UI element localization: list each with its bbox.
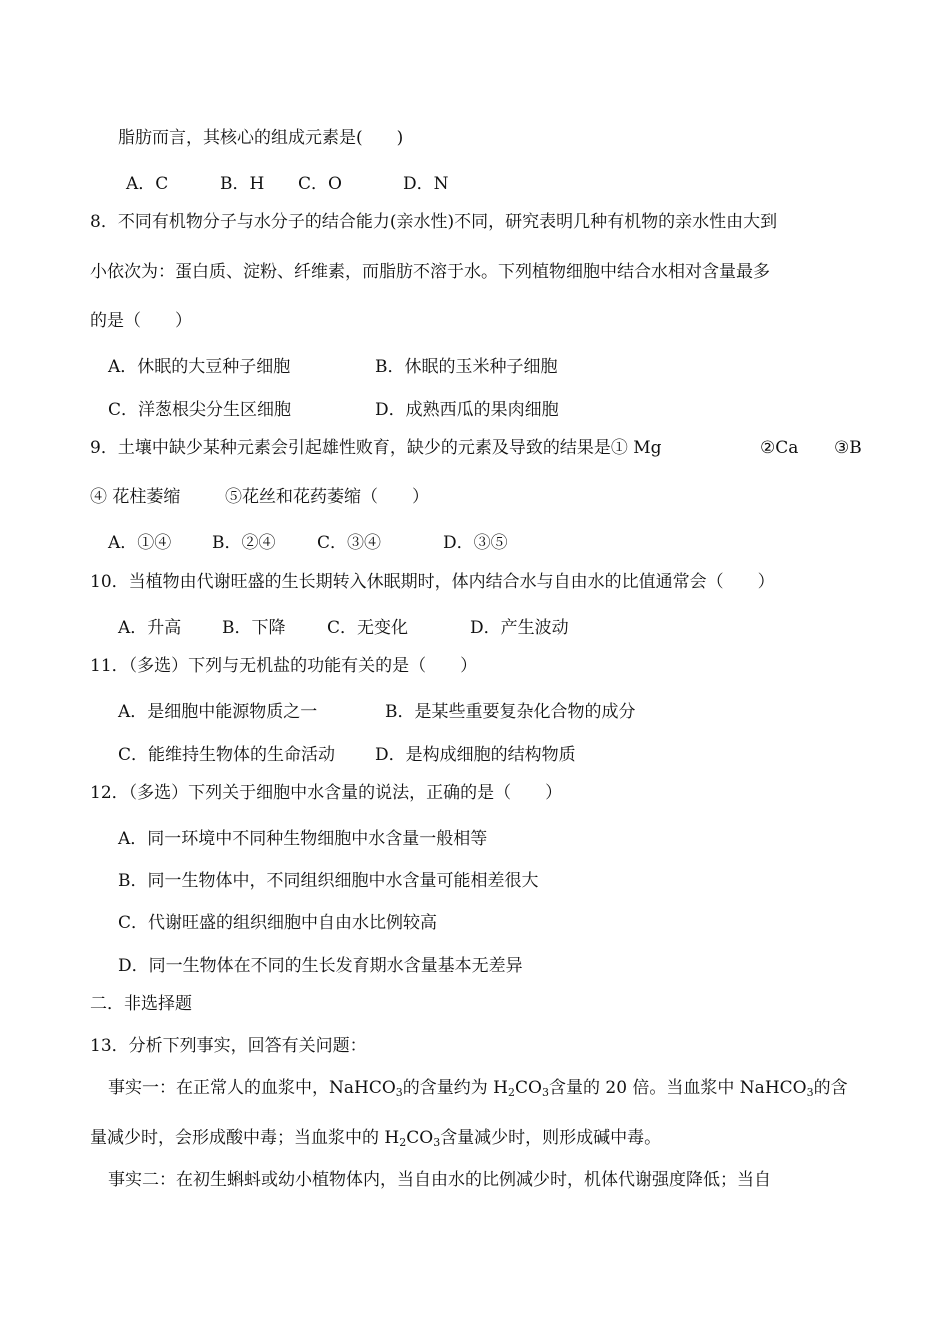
section-heading-non-choice: 二．非选择题: [90, 994, 192, 1014]
q12-option-a: A．同一环境中不同种生物细胞中水含量一般相等: [118, 829, 488, 849]
q8-option-b: B．休眠的玉米种子细胞: [375, 357, 558, 377]
q7-option-c: C．O: [298, 174, 342, 194]
q7-option-b: B．H: [220, 174, 265, 194]
q12-option-b: B．同一生物体中，不同组织细胞中水含量可能相差很大: [118, 871, 539, 891]
q10-option-c: C．无变化: [327, 618, 409, 638]
q7-option-d: D．N: [403, 174, 449, 194]
q10-option-a: A．升高: [118, 618, 182, 638]
q9-item-style: ④ 花柱萎缩: [90, 487, 181, 507]
q9-stem-line1: 9．土壤中缺少某种元素会引起雄性败育，缺少的元素及导致的结果是① Mg: [90, 438, 662, 458]
q10-option-d: D．产生波动: [470, 618, 569, 638]
q11-option-a: A．是细胞中能源物质之一: [118, 702, 318, 722]
q8-stem-line2: 小依次为：蛋白质、淀粉、纤维素，而脂肪不溶于水。下列植物细胞中结合水相对含量最多: [90, 262, 770, 282]
q9-item-filament: ⑤花丝和花药萎缩（ ）: [225, 487, 429, 507]
q11-option-d: D．是构成细胞的结构物质: [375, 745, 576, 765]
q13-fact1-line1: 事实一：在正常人的血浆中，NaHCO$_3$的含量约为 $H_2CO_3$含量的 20 倍。当血浆中 NaHCO$_3$的含: [108, 1078, 848, 1099]
q9-option-d: D．③⑤: [443, 533, 508, 553]
q7-stem-continuation: 脂肪而言，其核心的组成元素是( ): [118, 128, 404, 148]
q11-stem: 11．（多选）下列与无机盐的功能有关的是（ ）: [90, 656, 478, 676]
q8-option-c: C．洋葱根尖分生区细胞: [108, 400, 292, 420]
q11-option-b: B．是某些重要复杂化合物的成分: [385, 702, 636, 722]
q9-option-c: C．③④: [317, 533, 382, 553]
q9-item-b: ③B: [834, 438, 862, 458]
q12-option-c: C．代谢旺盛的组织细胞中自由水比例较高: [118, 913, 438, 933]
q12-stem: 12．（多选）下列关于细胞中水含量的说法，正确的是（ ）: [90, 783, 563, 803]
q9-option-a: A．①④: [108, 533, 172, 553]
q13-fact2-line1: 事实二：在初生蝌蚪或幼小植物体内，当自由水的比例减少时，机体代谢强度降低；当自: [108, 1170, 771, 1190]
q9-option-b: B．②④: [212, 533, 276, 553]
q8-stem-line1: 8．不同有机物分子与水分子的结合能力(亲水性)不同，研究表明几种有机物的亲水性由大到: [90, 212, 778, 232]
q13-fact1-line2: 量减少时，会形成酸中毒；当血浆中的 $H_2CO_3$含量减少时，则形成碱中毒。: [90, 1128, 662, 1149]
q10-stem: 10．当植物由代谢旺盛的生长期转入休眠期时，体内结合水与自由水的比值通常会（ ）: [90, 572, 775, 592]
q12-option-d: D．同一生物体在不同的生长发育期水含量基本无差异: [118, 956, 523, 976]
q7-option-a: A．C: [126, 174, 169, 194]
q8-stem-line3: 的是（ ）: [90, 311, 192, 331]
q9-item-ca: ②Ca: [760, 438, 799, 458]
q10-option-b: B．下降: [222, 618, 286, 638]
q8-option-a: A．休眠的大豆种子细胞: [108, 357, 291, 377]
q13-stem: 13．分析下列事实，回答有关问题：: [90, 1036, 367, 1056]
q11-option-c: C．能维持生物体的生命活动: [118, 745, 336, 765]
q8-option-d: D．成熟西瓜的果肉细胞: [375, 400, 559, 420]
